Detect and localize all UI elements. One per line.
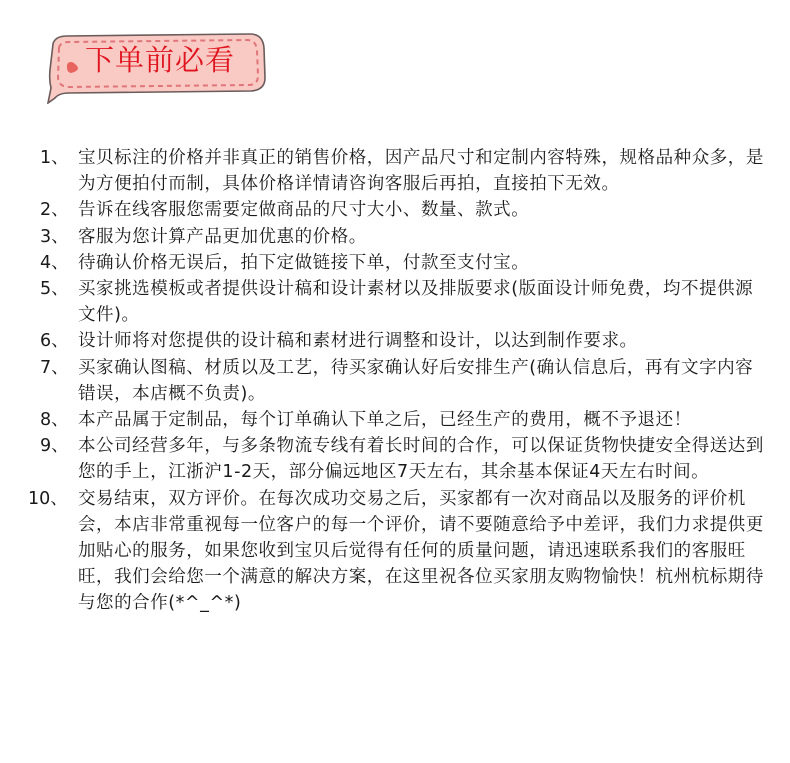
list-item: [30, 224, 768, 250]
item-text: 宝贝标注的价格并非真正的销售价格，因产品尺寸和定制内容特殊，规格品种众多，是为方便拍付而制，具体价格详情请咨询客服后再拍，直接拍下无效。: [78, 148, 764, 195]
item-text: 设计师将对您提供的设计稿和素材进行调整和设计，以达到制作要求。: [78, 331, 638, 352]
list-item: [30, 197, 768, 223]
item-number: 8、: [40, 410, 69, 431]
list-item: [30, 250, 768, 276]
item-text: 交易结束，双方评价。在每次成功交易之后，买家都有一次对商品以及服务的评价机会，本店非常重视每一位客户的每一个评价，请不要随意给予中差评，我们力求提供更加贴心的服务，如果您收到宝贝后觉得有任何的质量问题，请迅速联系我们的客服旺旺，我们会给您一个满意的解决方案，在这里祝各位买家朋友购物愉快！杭州杭标期待与您的合作(*^_^*): [78, 488, 764, 614]
list-item: [30, 328, 768, 354]
item-number: 2、: [40, 200, 69, 221]
list-item: [30, 355, 768, 407]
item-number: 3、: [40, 226, 69, 247]
list-item: [30, 433, 768, 485]
item-text: 本公司经营多年，与多条物流专线有着长时间的合作，可以保证货物快捷安全得送达到您的手上，江浙沪1-2天，部分偏远地区7天左右，其余基本保证4天左右时间。: [78, 436, 764, 483]
item-number: 10、: [28, 488, 68, 509]
item-text: 买家挑选模板或者提供设计稿和设计素材以及排版要求(版面设计师免费，均不提供源文件)。: [78, 279, 754, 326]
page-title: 下单前必看: [85, 43, 236, 77]
item-text: 客服为您计算产品更加优惠的价格。: [78, 226, 367, 247]
notes-list: [30, 145, 770, 617]
item-number: 6、: [40, 331, 69, 352]
list-item: [30, 276, 768, 328]
item-number: 9、: [40, 436, 69, 457]
list-item: [30, 145, 768, 197]
item-text: 本产品属于定制品，每个订单确认下单之后，已经生产的费用，概不予退还！: [78, 410, 692, 431]
list-item: [30, 486, 768, 617]
list-item: [30, 407, 768, 433]
item-number: 4、: [40, 252, 69, 273]
item-number: 1、: [40, 148, 69, 168]
item-text: 告诉在线客服您需要定做商品的尺寸大小、数量、款式。: [78, 200, 530, 221]
item-text: 待确认价格无误后，拍下定做链接下单，付款至支付宝。: [78, 252, 530, 273]
item-number: 5、: [40, 279, 69, 300]
header-badge: [45, 30, 267, 104]
item-number: 7、: [40, 357, 69, 378]
item-text: 买家确认图稿、材质以及工艺，待买家确认好后安排生产(确认信息后，再有文字内容错误，本店概不负责)。: [78, 357, 754, 404]
